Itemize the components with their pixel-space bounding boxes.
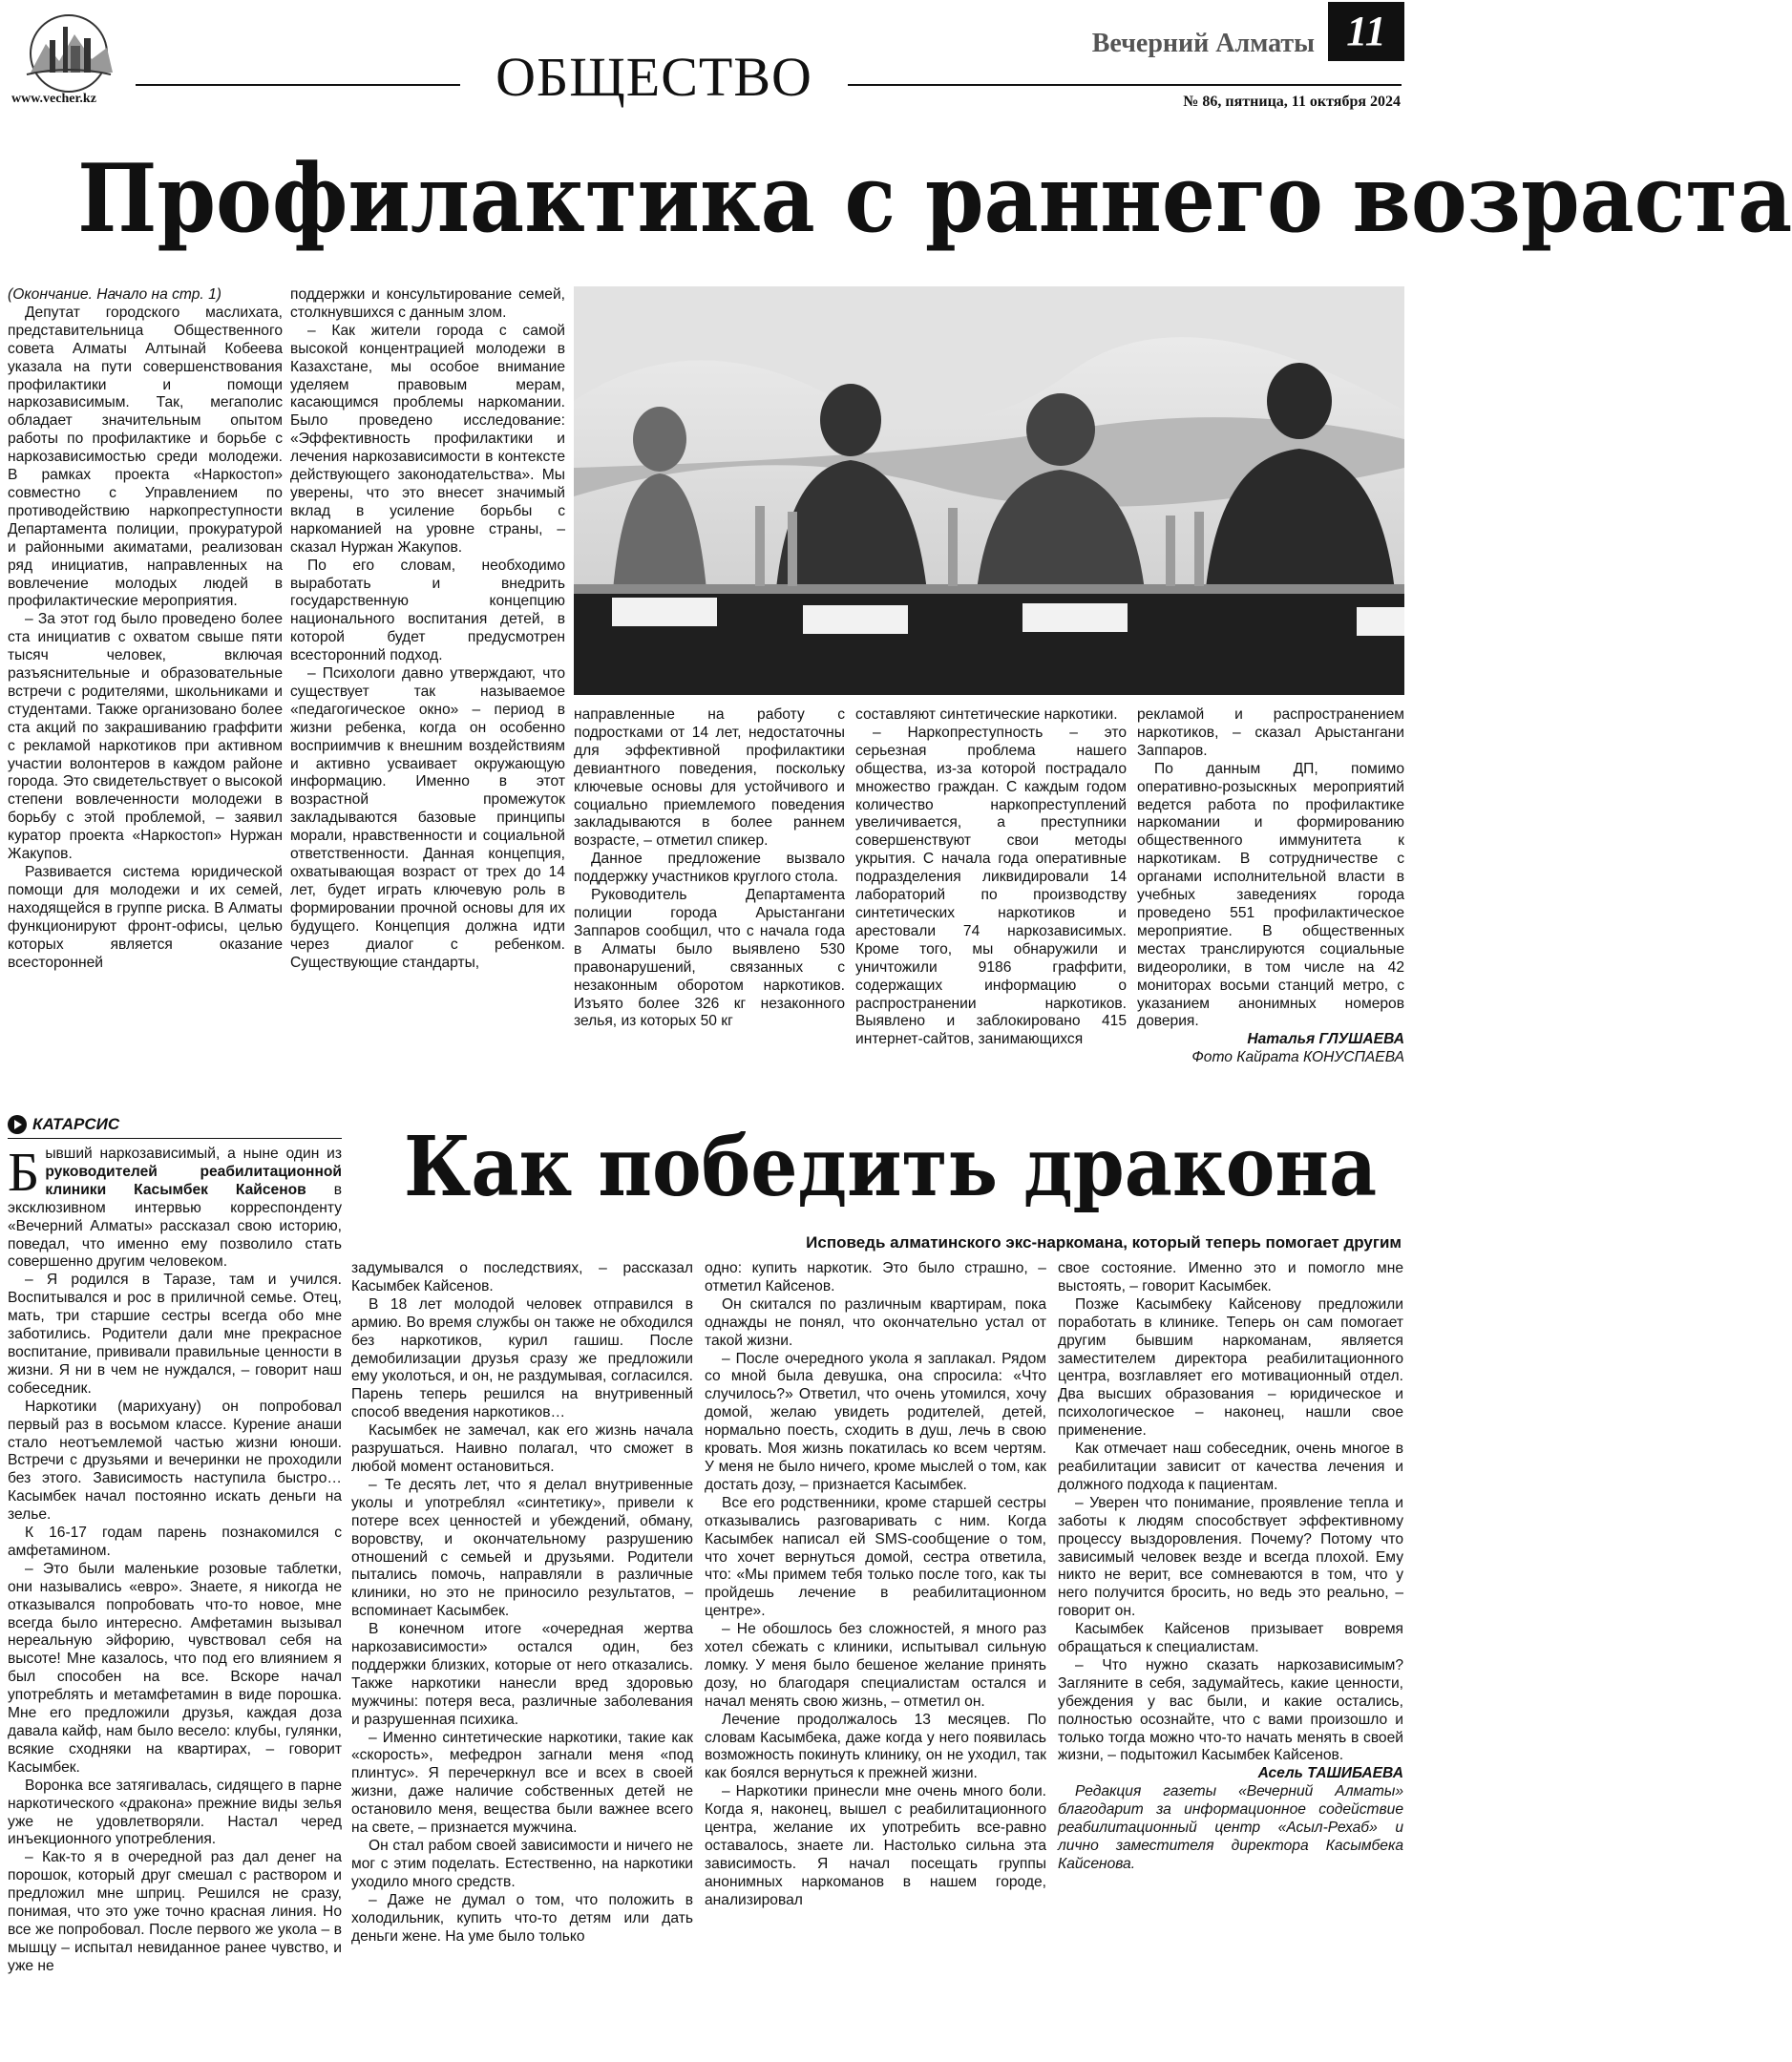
masthead-rule-right	[848, 84, 1402, 86]
paragraph: В конечном итоге «очередная жертва наркозависимости» остался один, без поддержки близких, которые от него отказались. Также наркотики нанесли вред здоровью мужчины: потеря веса, различные заболевания и разрушенная психика.	[351, 1621, 693, 1728]
paragraph: поддержки и консультирование семей, столкнувшихся с данным злом.	[290, 286, 565, 321]
article2-deck: Исповедь алматинского экс-наркомана, который теперь помогает другим	[806, 1233, 1402, 1252]
paragraph: Данное предложение вызвало поддержку участников круглого стола.	[574, 851, 845, 886]
photo-credit: Фото Кайрата КОНУСПАЕВА	[1191, 1049, 1404, 1066]
page-number: 11	[1328, 2, 1404, 61]
city-skyline-logo-icon	[8, 6, 130, 94]
paragraph: составляют синтетические наркотики.	[855, 706, 1118, 723]
article2-column-4	[1058, 1260, 1403, 2057]
newspaper-brand: Вечерний Алматы	[1091, 29, 1315, 58]
paragraph: одно: купить наркотик. Это было страшно, – отметил Кайсенов.	[705, 1260, 1046, 1294]
paragraph: По его словам, необходимо выработать и внедрить государственную концепцию национального воспитания детей, в которой будет предусмотрен всесторонний подход.	[290, 557, 565, 664]
category-label: КАТАРСИС	[32, 1115, 120, 1133]
tag-rule	[8, 1138, 342, 1139]
paragraph: – Не обошлось без сложностей, я много раз хотел сбежать с клиники, испытывал сильную ломку. У меня было бешеное желание принять дозу, но благодаря специалистам остался и начал менять свою жизнь, – отметил он.	[705, 1621, 1046, 1710]
paragraph: задумывался о последствиях, – рассказал Касымбек Кайсенов.	[351, 1260, 693, 1294]
issue-info: № 86, пятница, 11 октября 2024	[1183, 94, 1401, 110]
paragraph: – Уверен что понимание, проявление тепла и заботы к людям способствует эффективному процессу выздоровления. Почему? Потому что зависимый человек везде и всегда плохой. Ему никто не верит, все сомневаются в том, что у него получится бросить, но ведь это реально, – говорит он.	[1058, 1494, 1403, 1620]
paragraph: – Те десять лет, что я делал внутривенные уколы и употреблял «синтетику», привели к потере всех ценностей и убеждений, обману, воровству, и окончательному разрушению отношений с семьей и друзьями. Родители пытались помочь, направляли в различные клиники, но это не приносило результатов, – вспоминает Касымбек.	[351, 1476, 693, 1620]
paragraph: – Наркотики принесли мне очень много боли. Когда я, наконец, вышел с реабилитационного центра, желание их употребить все-равно оставалось, знаете ли. Настолько сильна эта зависимость. Я начал посещать группы анонимных наркоманов в нашем городе, анализировал	[705, 1783, 1046, 1908]
category-tag	[8, 1115, 119, 1134]
paragraph: Он скитался по различным квартирам, пока однажды не понял, что окончательно устал от такой жизни.	[705, 1295, 1046, 1349]
paragraph: Как отмечает наш собеседник, очень многое в реабилитации зависит от качества лечения и должного подхода к пациентам.	[1058, 1441, 1403, 1493]
paragraph: В 18 лет молодой человек отправился в армию. Во время службы он также не обходился без наркотиков, курил гашиш. После демобилизации друзья сразу же предложили ему уколоться, и он, не раздумывая, согласился. Парень теперь решился на внутривенный способ введения наркотиков…	[351, 1295, 693, 1421]
article1-column-1	[8, 286, 283, 1098]
paragraph: свое состояние. Именно это и помогло мне выстоять, – говорит Касымбек.	[1058, 1260, 1403, 1294]
article2-byline: Асель ТАШИБАЕВА	[1257, 1765, 1403, 1782]
paragraph: Руководитель Департамента полиции города Арыстангани Заппаров сообщил, что с начала года в Алматы было выявлено 530 правонарушений, связанных с незаконным оборотом наркотиков. Изъято более 326 кг незаконного зелья, из которых 50 кг	[574, 887, 845, 1030]
drop-cap: Б	[8, 1141, 40, 1203]
section-rubric: ОБЩЕСТВО	[495, 46, 812, 108]
masthead-rule-left	[136, 84, 460, 86]
paragraph: Развивается система юридической помощи для молодежи и их семей, находящейся в группе риска. В Алматы функционируют фронт-офисы, целью которых является оказание всесторонней	[8, 864, 283, 971]
paragraph: рекламой и распространением наркотиков, – сказал Арыстангани Заппаров.	[1137, 706, 1404, 759]
play-arrow-icon	[8, 1115, 27, 1134]
paragraph: – Это были маленькие розовые таблетки, они назывались «евро». Знаете, я никогда не отказывался попробовать что-то новое, мне всегда было интересно. Амфетамин вызывал нереальную эйфорию, чувствовал себя на высоте! Мне казалось, что под его влиянием я был способен на все. Вскоре начал употреблять и метамфетамин в виде порошка. Мне его предложили друзья, каждая доза давала кайф, нам было весело: клубы, гулянки, всякие сходняки на квартирах, – говорит Касымбек.	[8, 1560, 342, 1776]
photo-illustration	[574, 286, 1404, 695]
site-url: www.vecher.kz	[11, 92, 96, 106]
paragraph: Он стал рабом своей зависимости и ничего не мог с этим поделать. Естественно, на наркотики уходило много средств.	[351, 1838, 693, 1890]
paragraph: Позже Касымбеку Кайсенову предложили поработать в клинике. Теперь он сам помогает другим бывшим наркоманам, является заместителем директора реабилитационного центра, возглавляет его мотивационный отдел. Два высших образования – юридическое и психологическое – наконец, нашли свое применение.	[1058, 1295, 1403, 1440]
article-headline: Профилактика с раннего возраста	[77, 144, 1792, 254]
article1-column-4	[855, 706, 1127, 1100]
paragraph: направленные на работу с подростками от 14 лет, недостаточны для эффективной профилактики девиантного поведения, поскольку ключевые основы для устойчивого и социально приемлемого поведения закладываются в более раннем возрасте, – отметил спикер.	[574, 706, 845, 850]
article2-column-1	[8, 1141, 343, 2057]
article1-column-5	[1137, 706, 1404, 1100]
editorial-note: Редакция газеты «Вечерний Алматы» благодарит за информационное содействие реабилитационный центр «Асыл-Рехаб» и лично заместителя директора Касымбека Кайсенова.	[1058, 1783, 1403, 1872]
paragraph: Все его родственники, кроме старшей сестры отказывались разговаривать с ним. Когда Касымбек написал ей SMS-сообщение о том, что хочет вернуться домой, сестра ответила, что: «Мы примем тебя только после того, как ты пройдешь лечение в реабилитационном центре».	[705, 1494, 1046, 1620]
paragraph: – Даже не думал о том, что положить в холодильник, купить что-то детям или дать деньги жене. На уме было только	[351, 1891, 693, 1945]
paragraph: Касымбек Кайсенов призывает вовремя обращаться к специалистам.	[1058, 1621, 1403, 1656]
article1-column-2	[290, 286, 565, 1098]
paragraph: К 16-17 годам парень познакомился с амфетамином.	[8, 1525, 342, 1559]
paragraph: Касымбек не замечал, как его жизнь начала разрушаться. Наивно полагал, что сможет в любой момент остановиться.	[351, 1422, 693, 1475]
paragraph: – Наркопреступность – это серьезная проблема нашего общества, из-за которой пострадало множество граждан. С каждым годом количество наркопреступлений увеличивается, а преступники совершенствуют свои методы укрытия. С начала года оперативные подразделения ликвидировали 14 лабораторий по производству синтетических наркотиков и арестовали 74 наркозависимых. Кроме того, мы обнаружили и уничтожили 9186 граффити, содержащих информацию о распространении наркотиков. Выявлено и заблокировано 415 интернет-сайтов, занимающихся	[855, 724, 1127, 1048]
article1-byline: Наталья ГЛУШАЕВА	[1247, 1031, 1404, 1048]
article2-column-3	[705, 1260, 1046, 2057]
paragraph: – Психологи давно утверждают, что существует так называемое «педагогическое окно» – период в жизни ребенка, когда он особенно восприимчив к внешним воздействиям и активно усваивает окружающую информацию. Именно в этот возрастной промежуток закладываются базовые принципы морали, нравственности и социальной ответственности. Данная концепция, охватывающая возраст от трех до 14 лет, будет играть ключевую роль в формировании прочной основы для их будущего. Концепция должна идти через диалог с ребенком. Существующие стандарты,	[290, 665, 565, 971]
continuation-note: (Окончание. Начало на стр. 1)	[8, 286, 221, 303]
article2-column-2	[351, 1260, 693, 2057]
paragraph: – Я родился в Таразе, там и учился. Воспитывался и рос в приличной семье. Отец, мать, три старшие сестры всегда обо мне заботились. Родители дали мне прекрасное воспитание, прививали правильные ценности в жизни. Я ни в чем не нуждался, – говорит наш собеседник.	[8, 1272, 342, 1397]
paragraph: Наркотики (марихуану) он попробовал первый раз в восьмом классе. Курение анаши стало неотъемлемой частью жизни юноши. Встречи с друзьями и вечеринки не проходили без этого. Зависимость наступила быстро… Касымбек начал постоянно искать деньги на зелье.	[8, 1398, 342, 1524]
paragraph: – Как жители города с самой высокой концентрацией молодежи в Казахстане, мы особое внимание уделяем правовым мерам, касающимся проблемы наркомании. Было проведено исследование: «Эффективность профилактики и лечения наркозависимости в контексте действующего законодательства». Мы уверены, что это внесет значимый вклад в усиление борьбы с наркоманией на уровне страны, – сказал Нуржан Жакупов.	[290, 322, 565, 556]
article2-headline: Как победить дракона	[404, 1119, 1378, 1215]
paragraph: По данным ДП, помимо оперативно-розыскных мероприятий ведется работа по профилактике наркомании и формированию общественного иммунитета к наркотикам. В сотрудничестве с органами исполнительной власти в учебных заведениях города проведено 551 профилактическое мероприятие. В общественных местах транслируются социальные видеоролики, в том числе на 42 мониторах восьми станций метро, с указанием анонимных номеров доверия.	[1137, 760, 1404, 1030]
round-table-photo	[574, 286, 1404, 695]
paragraph: – Именно синтетические наркотики, такие как «скорость», мефедрон загнали меня «под плинтус». Я перечеркнул все и всех в своей жизни, даже наличие собственных детей не остановило меня, вещества были важнее всего на свете, – признается мужчина.	[351, 1729, 693, 1837]
paragraph: Лечение продолжалось 13 месяцев. По словам Касымбека, даже когда у него появилась возможность покинуть клинику, он не уходил, так как боялся вернуться к прежней жизни.	[705, 1711, 1046, 1782]
paragraph: Депутат городского маслихата, представительница Общественного совета Алматы Алтынай Кобеева указала на пути совершенствования профилактики и помощи наркозависимым. Так, мегаполис обладает значительным опытом работы по профилактике и борьбе с наркозависимостью среди молодежи. В рамках проекта «Наркостоп» совместно с Управлением по противодействию наркопреступности Департамента полиции, прокуратурой и районными акиматами, реализован ряд инициатив, направленных на вовлечение молодых людей в профилактические мероприятия.	[8, 304, 283, 610]
paragraph: Воронка все затягивалась, сидящего в парне наркотического «дракона» прежние виды зелья уже не удовлетворяли. Настал черед инъекционного употребления.	[8, 1777, 342, 1848]
paragraph: – Как-то я в очередной раз дал денег на порошок, который друг смешал с раствором и предложил мне шприц. Решился не сразу, понимая, что это уже точно красная линия. Но все же попробовал. После первого же укола – в мышцу – испытал невиданное ранее чувство, и уже не	[8, 1849, 342, 1974]
paragraph: – За этот год было проведено более ста инициатив с охватом свыше пяти тысяч человек, включая разъяснительные и образовательные встречи с родителями, школьниками и студентами. Также организовано более ста акций по закрашиванию граффити с рекламой наркотиков при активном участии волонтеров в каждом районе города. Это свидетельствует о высокой степени вовлеченности молодежи в борьбу с этой проблемой, – заявил куратор проекта «Наркостоп» Нуржан Жакупов.	[8, 611, 283, 863]
article1-column-3	[574, 706, 845, 1100]
lead-paragraph: Бывший наркозависимый, а ныне один из руководителей реабилитационной клиники Касымбек Кайсенов в эксклюзивном интервью корреспонденту «Вечерний Алматы» рассказал свою историю, поведал, что именно ему позволило стать совершенно другим человеком.	[8, 1141, 343, 1271]
paragraph: – Что нужно сказать наркозависимым? Загляните в себя, задумайтесь, какие ценности, убеждения у вас были, и какие остались, полностью осознайте, что с вами произошло и только тогда можно что-то начать менять в своей жизни, – подытожил Касымбек Кайсенов.	[1058, 1656, 1403, 1764]
paragraph: – После очередного укола я заплакал. Рядом со мной была девушка, она спросила: «Что случилось?» Ответил, что очень утомился, хочу домой, желаю увидеть родителей, детей, нормально поесть, сходить в душ, лечь в свою кровать. Моя жизнь покатилась ко всем чертям. У меня не было ничего, кроме мыслей о том, как достать дозу, – признается Касымбек.	[705, 1350, 1046, 1493]
